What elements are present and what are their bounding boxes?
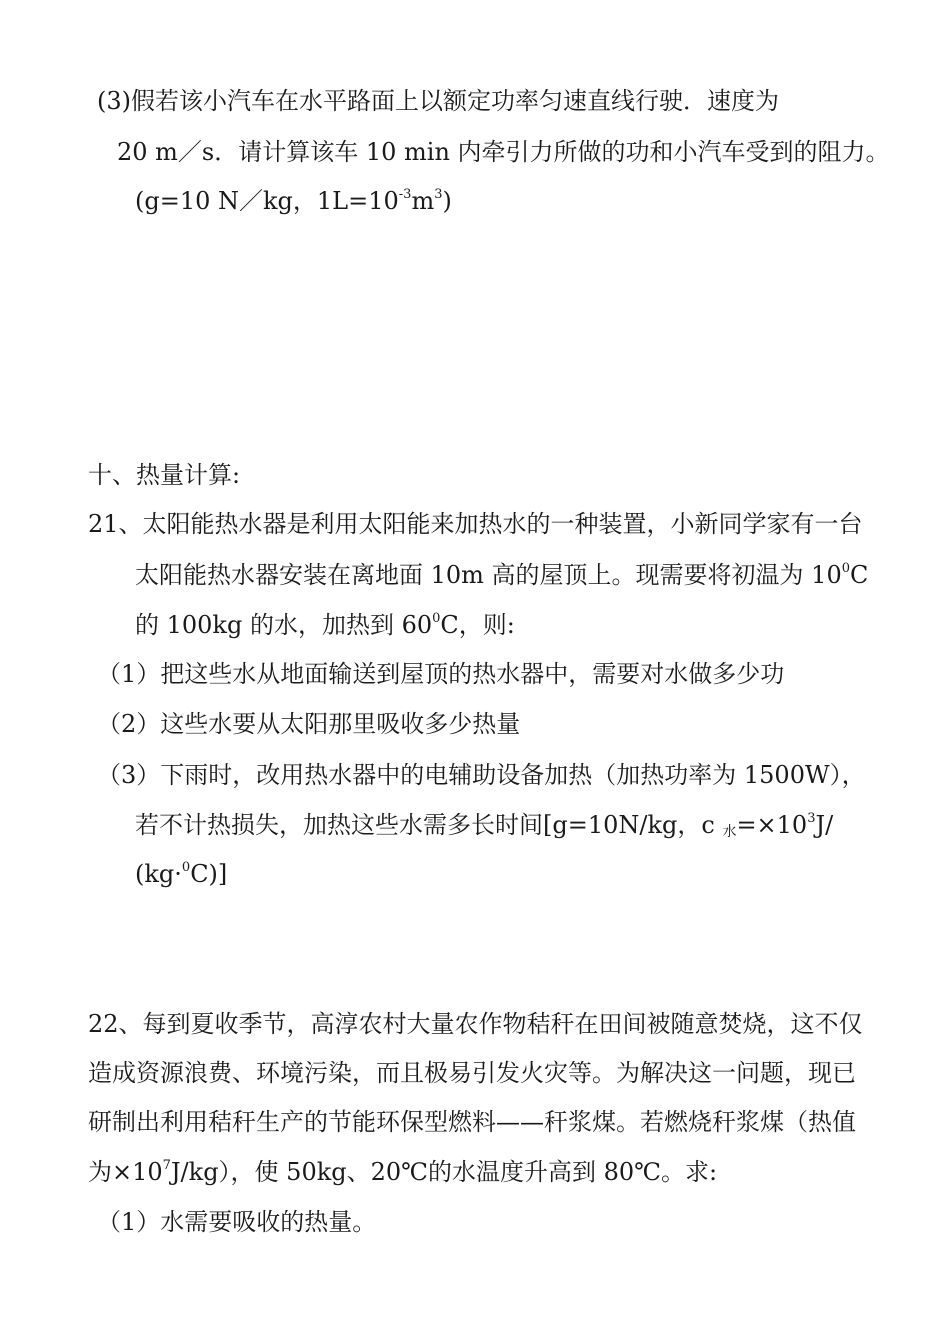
- text-run: ): [442, 187, 452, 215]
- q21-line1: 21、太阳能热水器是利用太阳能来加热水的一种装置，小新同学家有一台: [88, 510, 863, 538]
- text-run: J/kg），使 50kg、20℃的水温度升高到 80℃。求:: [170, 1158, 718, 1186]
- section-heading: 十、热量计算:: [88, 461, 241, 489]
- q21-line3: [135, 610, 515, 640]
- q22-line4: [88, 1157, 717, 1187]
- text-run: 的 100kg 的水，加热到 60: [135, 611, 433, 639]
- text-run: (kg·: [135, 860, 182, 888]
- q22-line1: 22、每到夏收季节，高淳农村大量农作物秸秆在田间被随意焚烧，这不仅: [88, 1010, 863, 1038]
- text-run: C，则:: [440, 611, 515, 639]
- q21-part3-line2: [135, 810, 833, 840]
- q22-line3: 研制出利用秸秆生产的节能环保型燃料——秆浆煤。若燃烧秆浆煤（热值: [88, 1108, 856, 1136]
- text-run: C: [850, 561, 869, 589]
- text-run: (g=10 N／kg，1L=10: [135, 187, 399, 215]
- exponent: 0: [432, 611, 441, 626]
- text-run: m: [411, 187, 435, 215]
- exponent: 0: [841, 561, 851, 576]
- subscript: 水: [722, 824, 737, 840]
- q22-line2: 造成资源浪费、环境污染，而且极易引发火灾等。为解决这一问题，现已: [88, 1059, 856, 1087]
- exponent: 3: [807, 811, 816, 826]
- q21-part1: （1）把这些水从地面输送到屋顶的热水器中，需要对水做多少功: [97, 660, 785, 688]
- q21-part3-line3: [135, 859, 227, 889]
- q20-part3-line1: (3)假若该小汽车在水平路面上以额定功率匀速直线行驶．速度为: [97, 87, 779, 115]
- q21-part3-line1: （3）下雨时，改用热水器中的电辅助设备加热（加热功率为 1500W），: [97, 761, 866, 789]
- text-run: 若不计热损失，加热这些水需多长时间[g=10N/kg，c: [135, 811, 723, 839]
- exponent: 0: [181, 860, 191, 875]
- q21-part2: （2）这些水要从太阳那里吸收多少热量: [97, 710, 521, 738]
- q21-line2: [135, 560, 868, 590]
- exponent: 7: [162, 1158, 171, 1173]
- text-run: 太阳能热水器安装在离地面 10m 高的屋顶上。现需要将初温为 10: [135, 561, 842, 589]
- text-run: J/: [815, 811, 834, 839]
- q22-part1: （1）水需要吸收的热量。: [97, 1208, 377, 1236]
- text-run: 为×10: [88, 1158, 163, 1186]
- text-run: C)]: [190, 860, 228, 888]
- q20-part3-line3: [135, 186, 452, 216]
- exponent: -3: [398, 187, 412, 202]
- text-run: =×10: [736, 811, 808, 839]
- exponent: 3: [434, 187, 443, 202]
- q20-part3-line2: 20 m／s．请计算该车 10 min 内牵引力所做的功和小汽车受到的阻力。: [117, 138, 890, 166]
